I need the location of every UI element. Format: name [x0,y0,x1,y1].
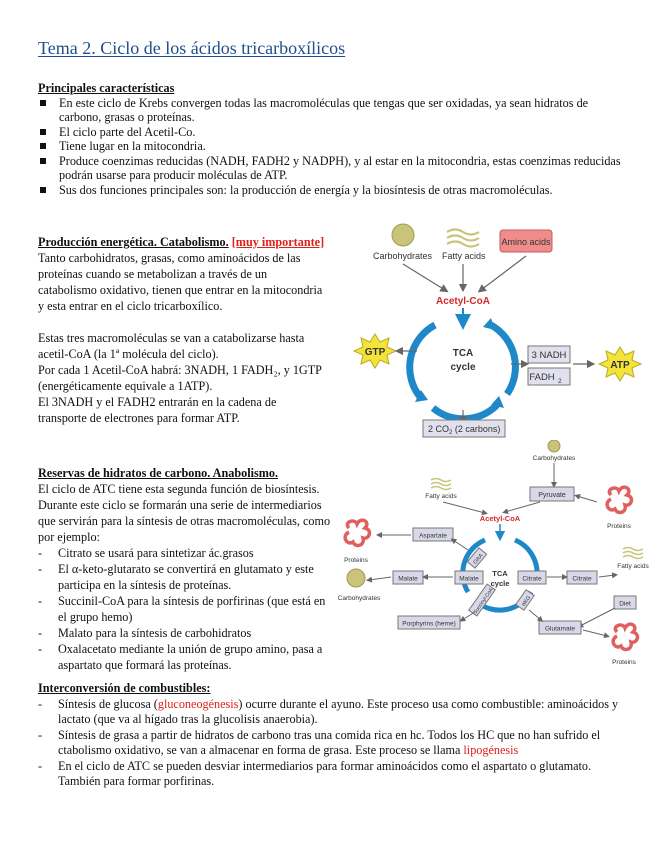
protein-icon [613,624,637,649]
list-item: Produce coenzimas reducidas (NADH, FADH2 y NADPH), y al estar en la mitocondria, estas coenzimas reducidas podrán usarse para producir moléculas de ATP. [38,154,628,183]
tca-catabolism-diagram [345,222,645,447]
gtp-label: GTP [364,347,386,358]
fatty-acids-label: Fatty acids [442,251,486,261]
list-item: - Síntesis de grasa a partir de hidratos de carbono tras una comida rica en hc. Todos los HC que no han sufrido el ctabolismo oxidativo, se van a almacenar en forma de grasa. Este proceso se llama lipogénesis [38,728,628,759]
proteins-left-label: Proteins [344,557,368,564]
amino-acids-label: Amino acids [501,237,551,247]
fatty-acids-right-label: Fatty acids [617,563,649,570]
citrate-label: Citrate [572,575,592,583]
tca-label: TCA [452,348,474,359]
porphyrins-label: Porphyrins (heme) [402,620,456,628]
paragraph: Tanto carbohidratos, grasas, como aminoácidos de las proteínas cuando se metabolizan a través de un catabolismo oxidativo, tienen que entrar en la mitocondria y esta entrar en el ciclo tricarboxílico. [38,251,323,313]
fadh2-label: FADH [529,372,555,383]
glutamate-label: Glutamate [545,625,575,633]
malate-inner-label: Malate [459,575,479,583]
list-item: Sus dos funciones principales son: la producción de energía y la biosíntesis de otras macromoléculas. [38,183,628,198]
paragraph: El ciclo de ATC tiene esta segunda función de biosíntesis. Durante este ciclo se formarán una serie de intermediarios que servirán para la síntesis de otras macromoléculas, como por ejemplo: [38,482,331,544]
cycle-label: cycle [450,362,476,373]
carbohydrate-icon [392,224,414,246]
dash-list [38,545,333,673]
svg-text:Succinyl-CoA: Succinyl-CoA [472,587,495,616]
highlight-lipogenesis: lipogénesis [463,743,519,757]
co2-label: 2 $CO_2$ (2 carbons) [428,424,501,436]
fatty-acids-icon [447,230,479,247]
paragraph: Estas tres macromoléculas se van a catabolizarse hasta acetil-CoA (la 1ª molécula del ciclo). [38,331,305,361]
list-item: - Succinil-CoA para la síntesis de porfirinas (que está en el grupo hemo) [38,593,333,625]
carbohydrate-icon [548,440,560,452]
carbohydrates-left-label: Carbohydrates [337,595,381,602]
section-anabolismo [38,465,333,673]
protein-icon [345,520,369,545]
nadh-label: 3 NADH [531,350,567,361]
list-item: En este ciclo de Krebs convergen todas las macromoléculas que tengas que ser oxidadas, ya sean hidratos de carbono, grasas o proteínas. [38,96,628,125]
fatty-acids-left-label: Fatty acids [425,493,457,500]
section-heading-interconversion: Interconversión de combustibles: [38,681,211,695]
section-heading-principales: Principales características [38,81,175,95]
section-heading-catabolismo: Producción energética. Catabolismo. [38,235,229,249]
list-item: - Citrato se usará para sintetizar ác.grasos [38,545,333,561]
acetyl-coa-label: Acetyl-CoA [436,296,490,307]
paragraph: Por cada 1 Acetil-CoA habrá: 3NADH, 1 FADH₂, y 1GTP (energéticamente equivale a 1ATP). [38,363,322,393]
aspartate-label: Aspartate [419,532,447,540]
section-principales [38,81,628,197]
atp-label: ATP [610,360,630,371]
malate-label: Malate [398,575,418,583]
fatty-acids-icon [431,479,451,490]
carbohydrates-label: Carbohydrates [373,251,433,261]
svg-text:αKG: αKG [520,594,533,608]
tca-label: TCA [492,569,508,578]
importance-note: [muy importante] [231,235,325,249]
protein-icon [607,487,631,512]
cycle-label: cycle [490,579,510,588]
bullet-list [38,96,628,198]
carbohydrates-top-label: Carbohydrates [532,455,576,462]
highlight-gluconeogenesis: gluconeogénesis [157,696,239,711]
fadh2-subscript: 2 [558,378,562,385]
list-item: El ciclo parte del Acetil-Co. [38,125,628,140]
pyruvate-label: Pyruvate [538,492,566,499]
list-item: - El α-keto-glutarato se convertirá en glutamato y este participa en la síntesis de proteínas. [38,561,333,593]
list-item: - En el ciclo de ATC se pueden desviar intermediarios para formar aminoácidos como el aspartato o glutamato. También para formar porfirinas. [38,759,628,790]
proteins-bottom-label: Proteins [612,659,636,666]
section-heading-anabolismo: Reservas de hidratos de carbono. Anabolismo. [38,466,279,480]
fatty-acids-icon [623,548,643,559]
citrate-inner-label: Citrate [522,575,542,583]
diet-label: Diet [619,600,631,608]
section-catabolismo [38,234,328,426]
carbohydrate-icon [347,569,365,587]
paragraph: El 3NADH y el FADH2 entrarán en la cadena de transporte de electrones para formar ATP. [38,395,277,425]
list-item: Tiene lugar en la mitocondria. [38,139,628,154]
acetyl-coa-label: Acetyl-CoA [479,514,521,523]
svg-text:OAA: OAA [472,552,485,566]
tca-anabolism-diagram [335,440,655,670]
list-item: - Malato para la síntesis de carbohidratos [38,625,333,641]
section-interconversion [38,681,628,790]
list-item: - Oxalacetato mediante la unión de grupo amino, pasa a aspartato que formará las proteínas. [38,641,333,673]
proteins-top-label: Proteins [607,523,631,530]
list-item: - Síntesis de glucosa (gluconeogénesis) ocurre durante el ayuno. Este proceso usa como combustible: aminoácidos y lactato (que va al hígado tras la glucolisis anaerobia). [38,697,628,728]
dash-list [38,697,628,790]
page-title: Tema 2. Ciclo de los ácidos tricarboxílicos [38,38,346,58]
